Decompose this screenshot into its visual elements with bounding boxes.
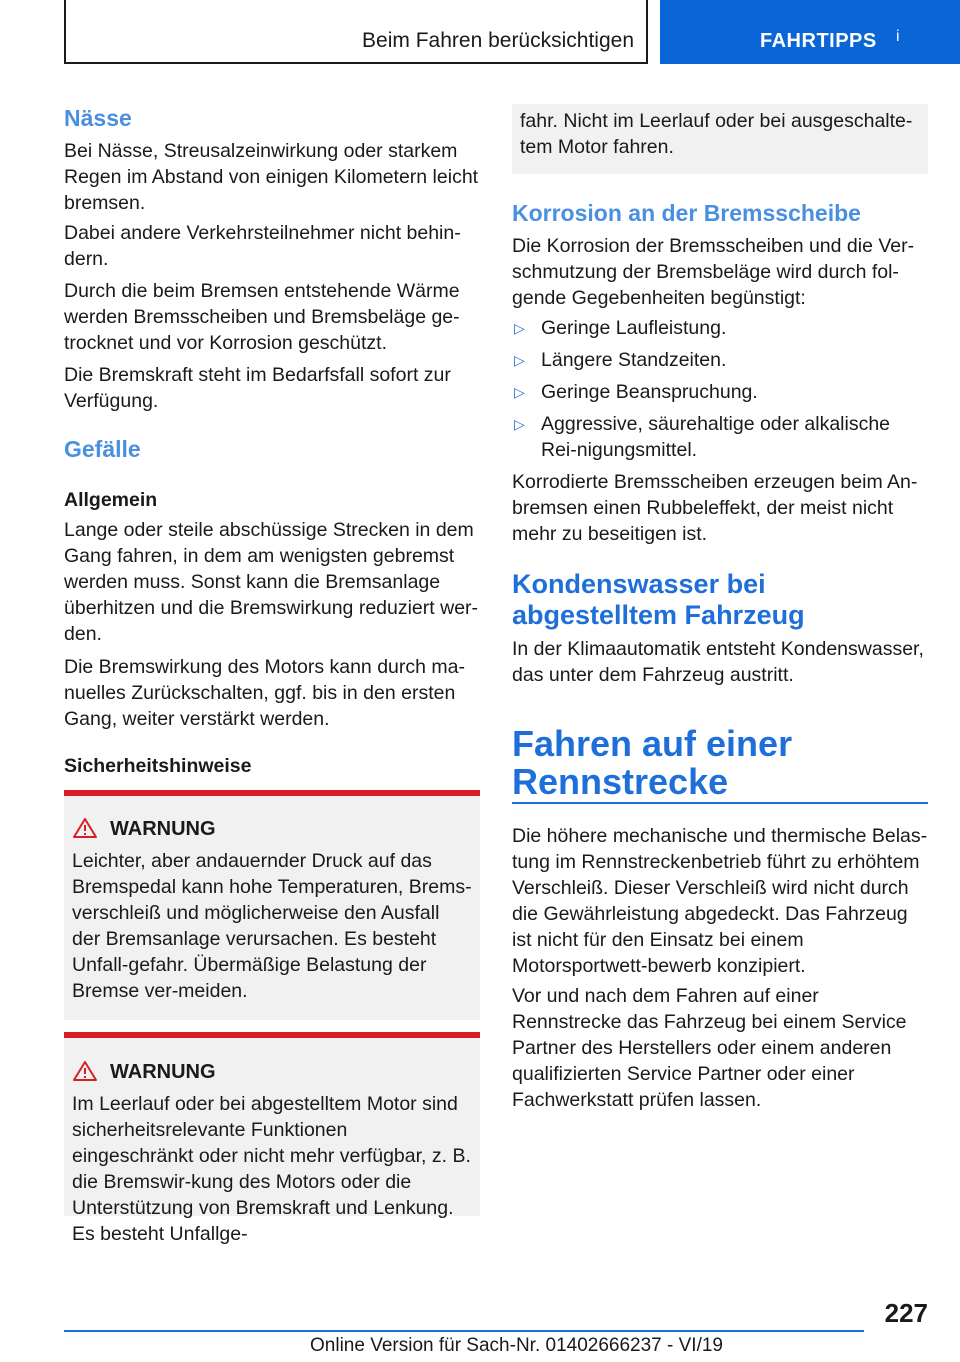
subheading-sicherheitshinweise: Sicherheitshinweise — [64, 755, 252, 777]
korrosion-outro: Korrodierte Bremsscheiben erzeugen beim An-bremsen einen Rubbeleffekt, der meist nicht mehr zu beseitigen ist. — [512, 471, 918, 545]
warning-triangle-icon — [72, 1060, 98, 1082]
bullet-triangle-icon: ▷ — [514, 416, 525, 432]
naesse-paragraph-4: Die Bremskraft steht im Bedarfsfall sofort zur Verfügung. — [64, 364, 451, 412]
naesse-paragraph-3: Durch die beim Bremsen entstehende Wärme werden Bremsscheiben und Bremsbeläge ge-trocknet und vor Korrosion geschützt. — [64, 280, 460, 354]
subheading-allgemein: Allgemein — [64, 489, 158, 511]
heading-gefaelle: Gefälle — [64, 436, 141, 462]
info-icon[interactable]: i — [896, 28, 900, 45]
header-section-label: Beim Fahren berücksichtigen — [362, 29, 634, 52]
header-section-tab — [64, 0, 648, 64]
header-chapter-label: FAHRTIPPS — [760, 30, 877, 52]
title-underline — [512, 802, 928, 804]
bullet-triangle-icon: ▷ — [514, 384, 525, 400]
heading-kondenswasser: Kondenswasser bei abgestelltem Fahrzeug — [512, 569, 805, 630]
naesse-paragraph-1: Bei Nässe, Streusalzeinwirkung oder starkem Regen im Abstand von einigen Kilometern leicht bremsen. — [64, 140, 479, 214]
rennstrecke-paragraph-1: Die höhere mechanische und thermische Belas-tung im Rennstreckenbetrieb führt zu erhöhtem Verschleiß. Dieser Verschleiß wird nicht durch die Gewährleistung abgedeckt. Das Fahrzeug ist nicht für den Einsatz bei einem Motorsportwett-bewerb konzipiert. — [512, 825, 928, 977]
warning-text: Leichter, aber andauernder Druck auf das Bremspedal kann hohe Temperaturen, Brems-verschleiß und möglicherweise den Ausfall der Bremsanlage verursachen. Es besteht Unfall-gefahr. Übermäßige Belastung der Bremse ver-meiden. — [72, 850, 472, 1002]
rennstrecke-paragraph-2: Vor und nach dem Fahren auf einer Rennstrecke das Fahrzeug bei einem Service Partner des Herstellers oder einem anderen qualifizierten Service Partner oder einer Fachwerkstatt prüfen lassen. — [512, 985, 907, 1111]
warning-continuation-box — [512, 104, 928, 174]
warning-box-1 — [64, 790, 480, 1020]
warning-continuation-text: fahr. Nicht im Leerlauf oder bei ausgeschalte-tem Motor fahren. — [520, 110, 913, 158]
heading-korrosion: Korrosion an der Bremsscheibe — [512, 200, 861, 226]
footer-version-text: Online Version für Sach-Nr. 01402666237 - VI/19 — [310, 1335, 723, 1356]
gefaelle-paragraph-1: Lange oder steile abschüssige Strecken in dem Gang fahren, in dem am wenigsten gebremst werden muss. Sonst kann die Bremsanlage überhitzen und die Bremswirkung reduziert wer-den. — [64, 519, 479, 645]
warning-box-2 — [64, 1032, 480, 1245]
korrosion-bullet-list — [512, 315, 928, 469]
warning-bar — [64, 1032, 480, 1038]
list-item: ▷ Geringe Laufleistung. — [514, 317, 727, 339]
warning-label: WARNUNG — [110, 1061, 216, 1083]
warning-label: WARNUNG — [110, 818, 216, 840]
bullet-triangle-icon: ▷ — [514, 352, 525, 368]
warning-triangle-icon — [72, 817, 98, 839]
page-title-rennstrecke: Fahren auf einer Rennstrecke — [512, 723, 793, 802]
bullet-triangle-icon: ▷ — [514, 320, 525, 336]
kondenswasser-paragraph: In der Klimaautomatik entsteht Kondenswasser, das unter dem Fahrzeug austritt. — [512, 638, 924, 686]
footer-rule — [64, 1330, 864, 1332]
naesse-paragraph-2: Dabei andere Verkehrsteilnehmer nicht behin-dern. — [64, 222, 461, 270]
korrosion-intro: Die Korrosion der Bremsscheiben und die Ver-schmutzung der Bremsbeläge wird durch fol-gende Gegebenheiten begünstigt: — [512, 235, 915, 309]
list-item: ▷ Aggressive, säurehaltige oder alkalische Rei-nigungsmittel. — [514, 413, 891, 461]
warning-bar — [64, 790, 480, 796]
heading-naesse: Nässe — [64, 105, 132, 131]
list-item: ▷ Geringe Beanspruchung. — [514, 381, 758, 403]
page-number: 227 — [884, 1298, 928, 1328]
warning-text: Im Leerlauf oder bei abgestelltem Motor sind sicherheitsrelevante Funktionen eingeschränkt oder nicht mehr verfügbar, z. B. die Bremswir-kung des Motors oder die Unterstützung von Bremskraft und Lenkung. Es besteht Unfallge- — [72, 1093, 471, 1245]
gefaelle-paragraph-2: Die Bremswirkung des Motors kann durch ma-nuelles Zurückschalten, ggf. bis in den ersten Gang, weiter verstärkt werden. — [64, 656, 465, 730]
list-item: ▷ Längere Standzeiten. — [514, 349, 727, 371]
